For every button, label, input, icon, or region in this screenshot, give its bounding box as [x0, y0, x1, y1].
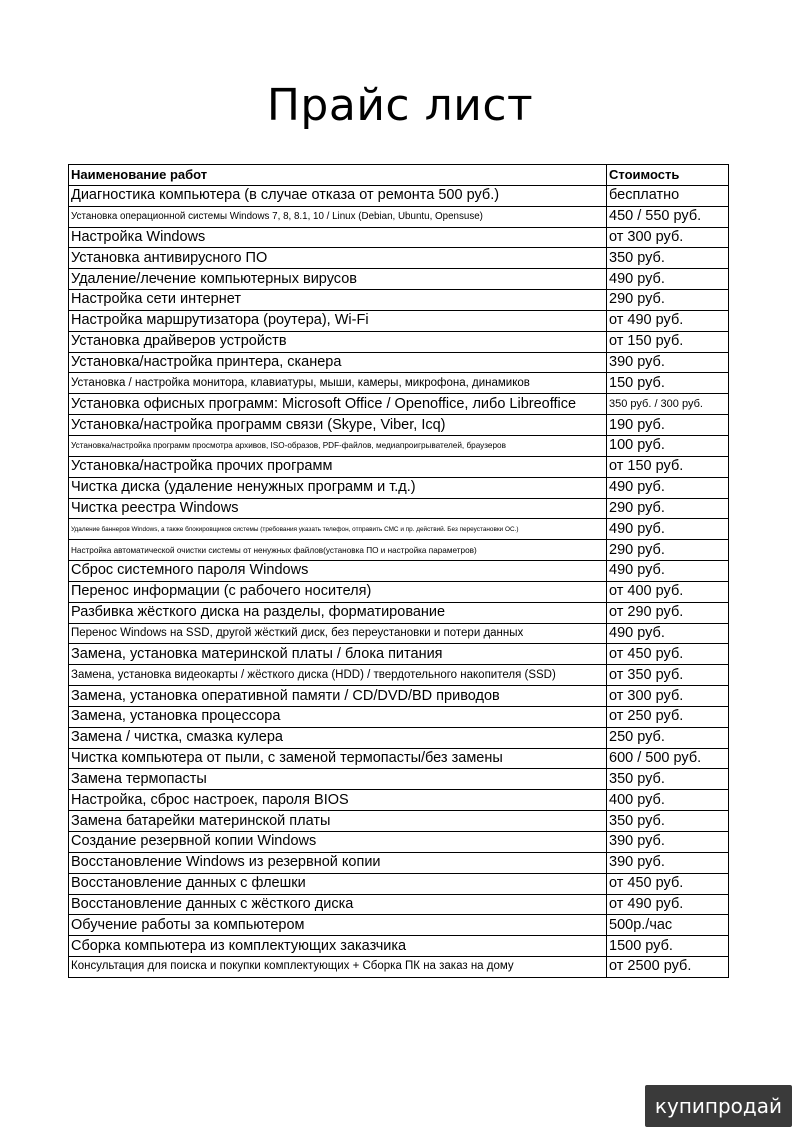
- table-row: [69, 435, 729, 456]
- table-row: [69, 415, 729, 436]
- service-price: от 490 руб.: [607, 894, 729, 915]
- service-price: 490 руб.: [607, 623, 729, 644]
- table-row: [69, 873, 729, 894]
- service-name: Замена, установка процессора: [69, 706, 607, 727]
- table-row: [69, 706, 729, 727]
- table-row: [69, 602, 729, 623]
- service-name: Настройка маршрутизатора (роутера), Wi-Fi: [69, 310, 607, 331]
- table-row: [69, 206, 729, 227]
- service-name: Восстановление Windows из резервной копии: [69, 852, 607, 873]
- table-row: [69, 248, 729, 269]
- service-name: Сборка компьютера из комплектующих заказчика: [69, 936, 607, 957]
- service-price: 390 руб.: [607, 832, 729, 853]
- table-row: [69, 686, 729, 707]
- table-row: [69, 832, 729, 853]
- service-name: Установка / настройка монитора, клавиатуры, мыши, камеры, микрофона, динамиков: [69, 373, 607, 394]
- service-price: от 450 руб.: [607, 644, 729, 665]
- price-table: [68, 164, 729, 978]
- service-name: Установка офисных программ: Microsoft Office / Openoffice, либо Libreoffice: [69, 394, 607, 415]
- service-name: Установка операционной системы Windows 7, 8, 8.1, 10 / Linux (Debian, Ubuntu, Opensuse): [69, 206, 607, 227]
- service-price: 450 / 550 руб.: [607, 206, 729, 227]
- service-name: Установка/настройка программ просмотра архивов, ISO-образов, PDF-файлов, медиапроигрывателей, браузеров: [69, 435, 607, 456]
- column-header-name: Наименование работ: [69, 165, 607, 186]
- table-row: [69, 581, 729, 602]
- service-price: от 490 руб.: [607, 310, 729, 331]
- service-name: Восстановление данных с флешки: [69, 873, 607, 894]
- page-title: Прайс лист: [266, 80, 534, 131]
- table-row: [69, 811, 729, 832]
- table-row: [69, 769, 729, 790]
- table-row: [69, 623, 729, 644]
- service-price: от 350 руб.: [607, 665, 729, 686]
- service-name: Консультация для поиска и покупки комплектующих + Сборка ПК на заказ на дому: [69, 957, 607, 978]
- service-name: Удаление баннеров Windows, а также блокировщиков системы (требования указать телефон, отправить СМС и пр. действий. Без переустановки ОС.): [69, 519, 607, 540]
- table-row: [69, 373, 729, 394]
- service-name: Замена / чистка, смазка кулера: [69, 727, 607, 748]
- table-row: [69, 561, 729, 582]
- service-price: от 150 руб.: [607, 456, 729, 477]
- service-price: 290 руб.: [607, 290, 729, 311]
- service-name: Диагностика компьютера (в случае отказа от ремонта 500 руб.): [69, 185, 607, 206]
- table-row: [69, 227, 729, 248]
- service-name: Настройка Windows: [69, 227, 607, 248]
- service-name: Сброс системного пароля Windows: [69, 561, 607, 582]
- service-name: Установка/настройка прочих программ: [69, 456, 607, 477]
- service-name: Настройка автоматической очистки системы от ненужных файлов(установка ПО и настройка параметров): [69, 540, 607, 561]
- service-name: Восстановление данных с жёсткого диска: [69, 894, 607, 915]
- service-name: Разбивка жёсткого диска на разделы, форматирование: [69, 602, 607, 623]
- service-name: Перенос Windows на SSD, другой жёсткий диск, без переустановки и потери данных: [69, 623, 607, 644]
- service-price: 390 руб.: [607, 852, 729, 873]
- service-price: 350 руб. / 300 руб.: [607, 394, 729, 415]
- service-price: от 290 руб.: [607, 602, 729, 623]
- table-row: [69, 540, 729, 561]
- service-name: Замена термопасты: [69, 769, 607, 790]
- service-price: 390 руб.: [607, 352, 729, 373]
- service-price: 150 руб.: [607, 373, 729, 394]
- service-name: Настройка сети интернет: [69, 290, 607, 311]
- table-row: [69, 331, 729, 352]
- service-price: от 300 руб.: [607, 227, 729, 248]
- table-row: [69, 290, 729, 311]
- service-price: 490 руб.: [607, 519, 729, 540]
- table-row: [69, 790, 729, 811]
- table-row: [69, 185, 729, 206]
- service-price: от 450 руб.: [607, 873, 729, 894]
- service-name: Установка драйверов устройств: [69, 331, 607, 352]
- service-name: Удаление/лечение компьютерных вирусов: [69, 269, 607, 290]
- table-row: [69, 519, 729, 540]
- table-row: [69, 957, 729, 978]
- table-row: [69, 665, 729, 686]
- service-price: 100 руб.: [607, 435, 729, 456]
- service-name: Настройка, сброс настроек, пароля BIOS: [69, 790, 607, 811]
- service-price: от 150 руб.: [607, 331, 729, 352]
- service-price: от 2500 руб.: [607, 957, 729, 978]
- table-row: [69, 936, 729, 957]
- table-row: [69, 852, 729, 873]
- column-header-price: Стоимость: [607, 165, 729, 186]
- table-row: [69, 727, 729, 748]
- service-price: от 400 руб.: [607, 581, 729, 602]
- service-name: Обучение работы за компьютером: [69, 915, 607, 936]
- watermark-logo: купипродай: [645, 1085, 792, 1127]
- service-name: Установка антивирусного ПО: [69, 248, 607, 269]
- service-name: Установка/настройка программ связи (Skype, Viber, Icq): [69, 415, 607, 436]
- service-price: 400 руб.: [607, 790, 729, 811]
- service-price: 490 руб.: [607, 561, 729, 582]
- service-price: 250 руб.: [607, 727, 729, 748]
- service-price: 350 руб.: [607, 248, 729, 269]
- table-row: [69, 915, 729, 936]
- service-name: Создание резервной копии Windows: [69, 832, 607, 853]
- service-price: 290 руб.: [607, 540, 729, 561]
- service-price: 190 руб.: [607, 415, 729, 436]
- table-row: [69, 748, 729, 769]
- service-price: 1500 руб.: [607, 936, 729, 957]
- service-price: бесплатно: [607, 185, 729, 206]
- table-row: [69, 498, 729, 519]
- service-price: 500р./час: [607, 915, 729, 936]
- table-row: [69, 394, 729, 415]
- service-name: Чистка диска (удаление ненужных программ и т.д.): [69, 477, 607, 498]
- service-price: от 250 руб.: [607, 706, 729, 727]
- service-price: 490 руб.: [607, 477, 729, 498]
- table-row: [69, 456, 729, 477]
- table-row: [69, 269, 729, 290]
- table-row: [69, 310, 729, 331]
- service-price: 290 руб.: [607, 498, 729, 519]
- service-price: 350 руб.: [607, 769, 729, 790]
- table-row: [69, 644, 729, 665]
- service-name: Замена, установка оперативной памяти / CD/DVD/BD приводов: [69, 686, 607, 707]
- service-price: 350 руб.: [607, 811, 729, 832]
- service-price: от 300 руб.: [607, 686, 729, 707]
- service-price: 490 руб.: [607, 269, 729, 290]
- service-name: Замена, установка видеокарты / жёсткого диска (HDD) / твердотельного накопителя (SSD): [69, 665, 607, 686]
- service-name: Чистка реестра Windows: [69, 498, 607, 519]
- service-name: Установка/настройка принтера, сканера: [69, 352, 607, 373]
- table-row: [69, 477, 729, 498]
- service-name: Замена, установка материнской платы / блока питания: [69, 644, 607, 665]
- service-name: Замена батарейки материнской платы: [69, 811, 607, 832]
- table-row: [69, 894, 729, 915]
- service-price: 600 / 500 руб.: [607, 748, 729, 769]
- service-name: Чистка компьютера от пыли, с заменой термопасты/без замены: [69, 748, 607, 769]
- service-name: Перенос информации (с рабочего носителя): [69, 581, 607, 602]
- table-row: [69, 352, 729, 373]
- table-header-row: [69, 165, 729, 186]
